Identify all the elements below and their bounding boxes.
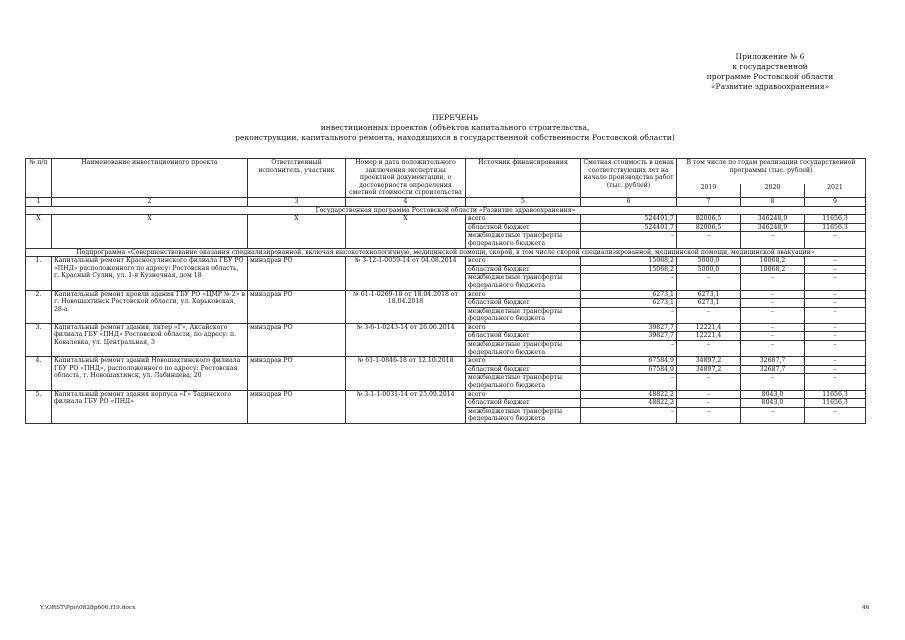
colnum-6: 6	[581, 197, 677, 206]
colnum-3: 3	[248, 197, 346, 206]
column-number-row	[26, 197, 866, 206]
project-name: Капитальный ремонт кровли здания ГБУ РО «ЦМР № 2» в г. Новошахтинск Ростовской области, ул. Харьковская, 28-а	[52, 290, 248, 323]
footer-page-number: 46	[862, 605, 870, 611]
project-cost: –	[581, 341, 677, 357]
colnum-1: 1	[26, 197, 52, 206]
program-2020: 346248,9	[741, 223, 805, 232]
subprogram-title-row	[26, 248, 866, 257]
project-2020: 8043,0	[741, 390, 805, 399]
project-2021: –	[805, 307, 866, 323]
project-num: 1.	[26, 257, 52, 290]
program-2021: –	[805, 232, 866, 248]
project-source: межбюджетные трансферты федерального бюджета	[466, 374, 581, 390]
header-2021: 2021	[805, 184, 866, 197]
title-line-3: реконструкции, капитального ремонта, находящихся в государственной собственности Ростовской области)	[235, 133, 675, 142]
project-2021: –	[805, 374, 866, 390]
project-source: всего	[466, 357, 581, 366]
project-executor: минздрав РО	[248, 290, 346, 323]
project-2020: –	[741, 299, 805, 308]
colnum-7: 7	[677, 197, 741, 206]
project-2019: –	[677, 390, 741, 399]
project-source: межбюджетные трансферты федерального бюджета	[466, 307, 581, 323]
project-executor: минздрав РО	[248, 357, 346, 390]
appendix-header	[660, 52, 880, 92]
project-2019: 5000,0	[677, 257, 741, 266]
project-source: всего	[466, 257, 581, 266]
project-cost: 39827,7	[581, 323, 677, 332]
project-executor: минздрав РО	[248, 257, 346, 290]
project-source: межбюджетные трансферты федерального бюджета	[466, 274, 581, 290]
project-cost: 48822,2	[581, 399, 677, 408]
project-expertise: № 3-6-1-0243-14 от 26.06.2014	[346, 323, 466, 356]
project-num: 2.	[26, 290, 52, 323]
program-2021: 11656,3	[805, 215, 866, 224]
project-name: Капитальный ремонт Красносулинского филиала ГБУ РО «ПНД» расположенного по адресу: Ростовская область, г. Красный Сулин, ул. 1-я Кузнечная, дом 18	[52, 257, 248, 290]
project-2020: 32687,7	[741, 357, 805, 366]
program-title: Государственная программа Ростовской области «Развитие здравоохранения»	[26, 206, 866, 215]
appendix-line-4: «Развитие здравоохранения»	[710, 82, 830, 91]
program-2020: –	[741, 232, 805, 248]
project-cost: 15068,2	[581, 265, 677, 274]
header-2019: 2019	[677, 184, 741, 197]
appendix-line-3: программе Ростовской области	[706, 72, 834, 81]
header-years-group: В том числе по годам реализации государственной программы (тыс. рублей)	[677, 159, 866, 185]
project-2019: –	[677, 307, 741, 323]
project-2019: –	[677, 399, 741, 408]
project-source: областной бюджет	[466, 299, 581, 308]
project-num: 4.	[26, 357, 52, 390]
project-2020: –	[741, 323, 805, 332]
appendix-line-1: Приложение № 6	[735, 52, 805, 61]
project-source: межбюджетные трансферты федерального бюджета	[466, 407, 581, 423]
project-cost: 48822,2	[581, 390, 677, 399]
project-2020: 32687,7	[741, 365, 805, 374]
project-2021: –	[805, 323, 866, 332]
project-name: Капитальный ремонт здания корпуса «Г» Тацинского филиала ГБУ РО «ПНД»	[52, 390, 248, 423]
header-cost: Сметная стоимость в ценах соответствующих лет на начало производства работ (тыс. рублей)	[581, 159, 677, 198]
document-title	[120, 113, 790, 143]
program-cost: 524491,7	[581, 223, 677, 232]
project-cost: –	[581, 274, 677, 290]
project-cost: –	[581, 307, 677, 323]
colnum-9: 9	[805, 197, 866, 206]
program-expertise-mark: Х	[346, 215, 466, 248]
title-main: ПЕРЕЧЕНЬ	[432, 113, 478, 122]
project-cost: 6273,1	[581, 290, 677, 299]
project-cost: –	[581, 374, 677, 390]
program-2020: 346248,9	[741, 215, 805, 224]
project-2021: 11656,3	[805, 399, 866, 408]
header-expertise: Номер и дата положительного заключения экспертизы проектной документации, о достоверности определения сметной стоимости строительства	[346, 159, 466, 198]
project-source: областной бюджет	[466, 332, 581, 341]
project-name: Капитальный ремонт зданий Новошахтинского филиала ГБУ РО «ПНД», расположенного по адресу: Ростовская область, г. Новошахтинск, ул. Лабинцева, 20	[52, 357, 248, 390]
investment-projects-table	[25, 158, 866, 424]
project-name: Капитальный ремонт здания, литер «Г», Аксайского филиала ГБУ «ПНД» Ростовской области, по адресу: п. Ковалевка, ул. Центральная, 3	[52, 323, 248, 356]
project-2019: –	[677, 374, 741, 390]
project-cost: –	[581, 407, 677, 423]
program-row	[26, 215, 866, 224]
project-2019: 34897,2	[677, 365, 741, 374]
project-expertise: № 61-1-0846-18 от 12.10.2018	[346, 357, 466, 390]
project-cost: 15068,2	[581, 257, 677, 266]
program-num-mark: Х	[26, 215, 52, 248]
header-executor: Ответственный исполнитель, участник	[248, 159, 346, 198]
project-2020: –	[741, 374, 805, 390]
project-2021: –	[805, 332, 866, 341]
project-row	[26, 290, 866, 299]
project-num: 3.	[26, 323, 52, 356]
project-2021: –	[805, 357, 866, 366]
program-name-mark: Х	[52, 215, 248, 248]
header-2020: 2020	[741, 184, 805, 197]
project-2019: –	[677, 341, 741, 357]
project-2021: –	[805, 265, 866, 274]
project-2021: 11656,3	[805, 390, 866, 399]
program-2021: 11656,3	[805, 223, 866, 232]
project-2021: –	[805, 341, 866, 357]
project-num: 5.	[26, 390, 52, 423]
colnum-4: 4	[346, 197, 466, 206]
program-2019: 82006,5	[677, 223, 741, 232]
appendix-line-2: к государственной	[732, 62, 808, 71]
project-2021: –	[805, 299, 866, 308]
program-source: областной бюджет	[466, 223, 581, 232]
project-cost: 67584,9	[581, 365, 677, 374]
project-source: всего	[466, 390, 581, 399]
project-row	[26, 357, 866, 366]
project-source: всего	[466, 290, 581, 299]
program-cost: –	[581, 232, 677, 248]
project-2019: 6273,1	[677, 299, 741, 308]
project-2019: 34897,2	[677, 357, 741, 366]
project-cost: 39827,7	[581, 332, 677, 341]
project-source: областной бюджет	[466, 399, 581, 408]
project-2021: –	[805, 290, 866, 299]
program-2019: –	[677, 232, 741, 248]
project-row	[26, 257, 866, 266]
program-cost: 524491,7	[581, 215, 677, 224]
project-executor: минздрав РО	[248, 323, 346, 356]
project-2019: 6273,1	[677, 290, 741, 299]
project-row	[26, 390, 866, 399]
project-2019: 5000,0	[677, 265, 741, 274]
project-executor: минздрав РО	[248, 390, 346, 423]
project-2019: –	[677, 407, 741, 423]
project-2020: –	[741, 274, 805, 290]
colnum-8: 8	[741, 197, 805, 206]
program-source: всего	[466, 215, 581, 224]
project-2020: –	[741, 307, 805, 323]
project-2020: –	[741, 407, 805, 423]
project-2021: –	[805, 274, 866, 290]
title-line-2: инвестиционных проектов (объектов капитального строительства,	[320, 123, 590, 132]
colnum-2: 2	[52, 197, 248, 206]
project-2019: –	[677, 274, 741, 290]
footer-file-path: Y:\ORST\Ppo\0828p606.f19.docx	[40, 605, 136, 611]
project-2020: 8043,0	[741, 399, 805, 408]
project-source: всего	[466, 323, 581, 332]
program-2019: 82006,5	[677, 215, 741, 224]
project-2020: –	[741, 341, 805, 357]
project-source: межбюджетные трансферты федерального бюджета	[466, 341, 581, 357]
project-2020: 10068,2	[741, 265, 805, 274]
project-cost: 67584,9	[581, 357, 677, 366]
project-2021: –	[805, 365, 866, 374]
header-num: № п/п	[26, 159, 52, 198]
project-source: областной бюджет	[466, 365, 581, 374]
project-expertise: № 3-12-1-0059-14 от 04.08.2014	[346, 257, 466, 290]
header-source: Источник финансирования	[466, 159, 581, 198]
subprogram-title: Подпрограмма «Совершенствование оказания специализированной, включая высокотехнологичную, медицинской помощи, скорой, в том числе скорой специализированной, медицинской помощи, медицинской эвакуации»	[26, 248, 866, 257]
program-title-row	[26, 206, 866, 215]
header-row	[26, 159, 866, 185]
project-2021: –	[805, 257, 866, 266]
project-source: областной бюджет	[466, 265, 581, 274]
project-2020: 10068,2	[741, 257, 805, 266]
project-2019: 12221,4	[677, 332, 741, 341]
project-2019: 12221,4	[677, 323, 741, 332]
project-expertise: № 3-1-1-0031-14 от 25.09.2014	[346, 390, 466, 423]
header-name: Наименование инвестиционного проекта	[52, 159, 248, 198]
project-2021: –	[805, 407, 866, 423]
program-executor-mark: Х	[248, 215, 346, 248]
project-2020: –	[741, 332, 805, 341]
program-source: межбюджетные трансферты федерального бюджета	[466, 232, 581, 248]
project-row	[26, 323, 866, 332]
project-cost: 6273,1	[581, 299, 677, 308]
project-expertise: № 61-1-0269-18 от 18.04.2018 от 18.04.2018	[346, 290, 466, 323]
colnum-5: 5	[466, 197, 581, 206]
project-2020: –	[741, 290, 805, 299]
